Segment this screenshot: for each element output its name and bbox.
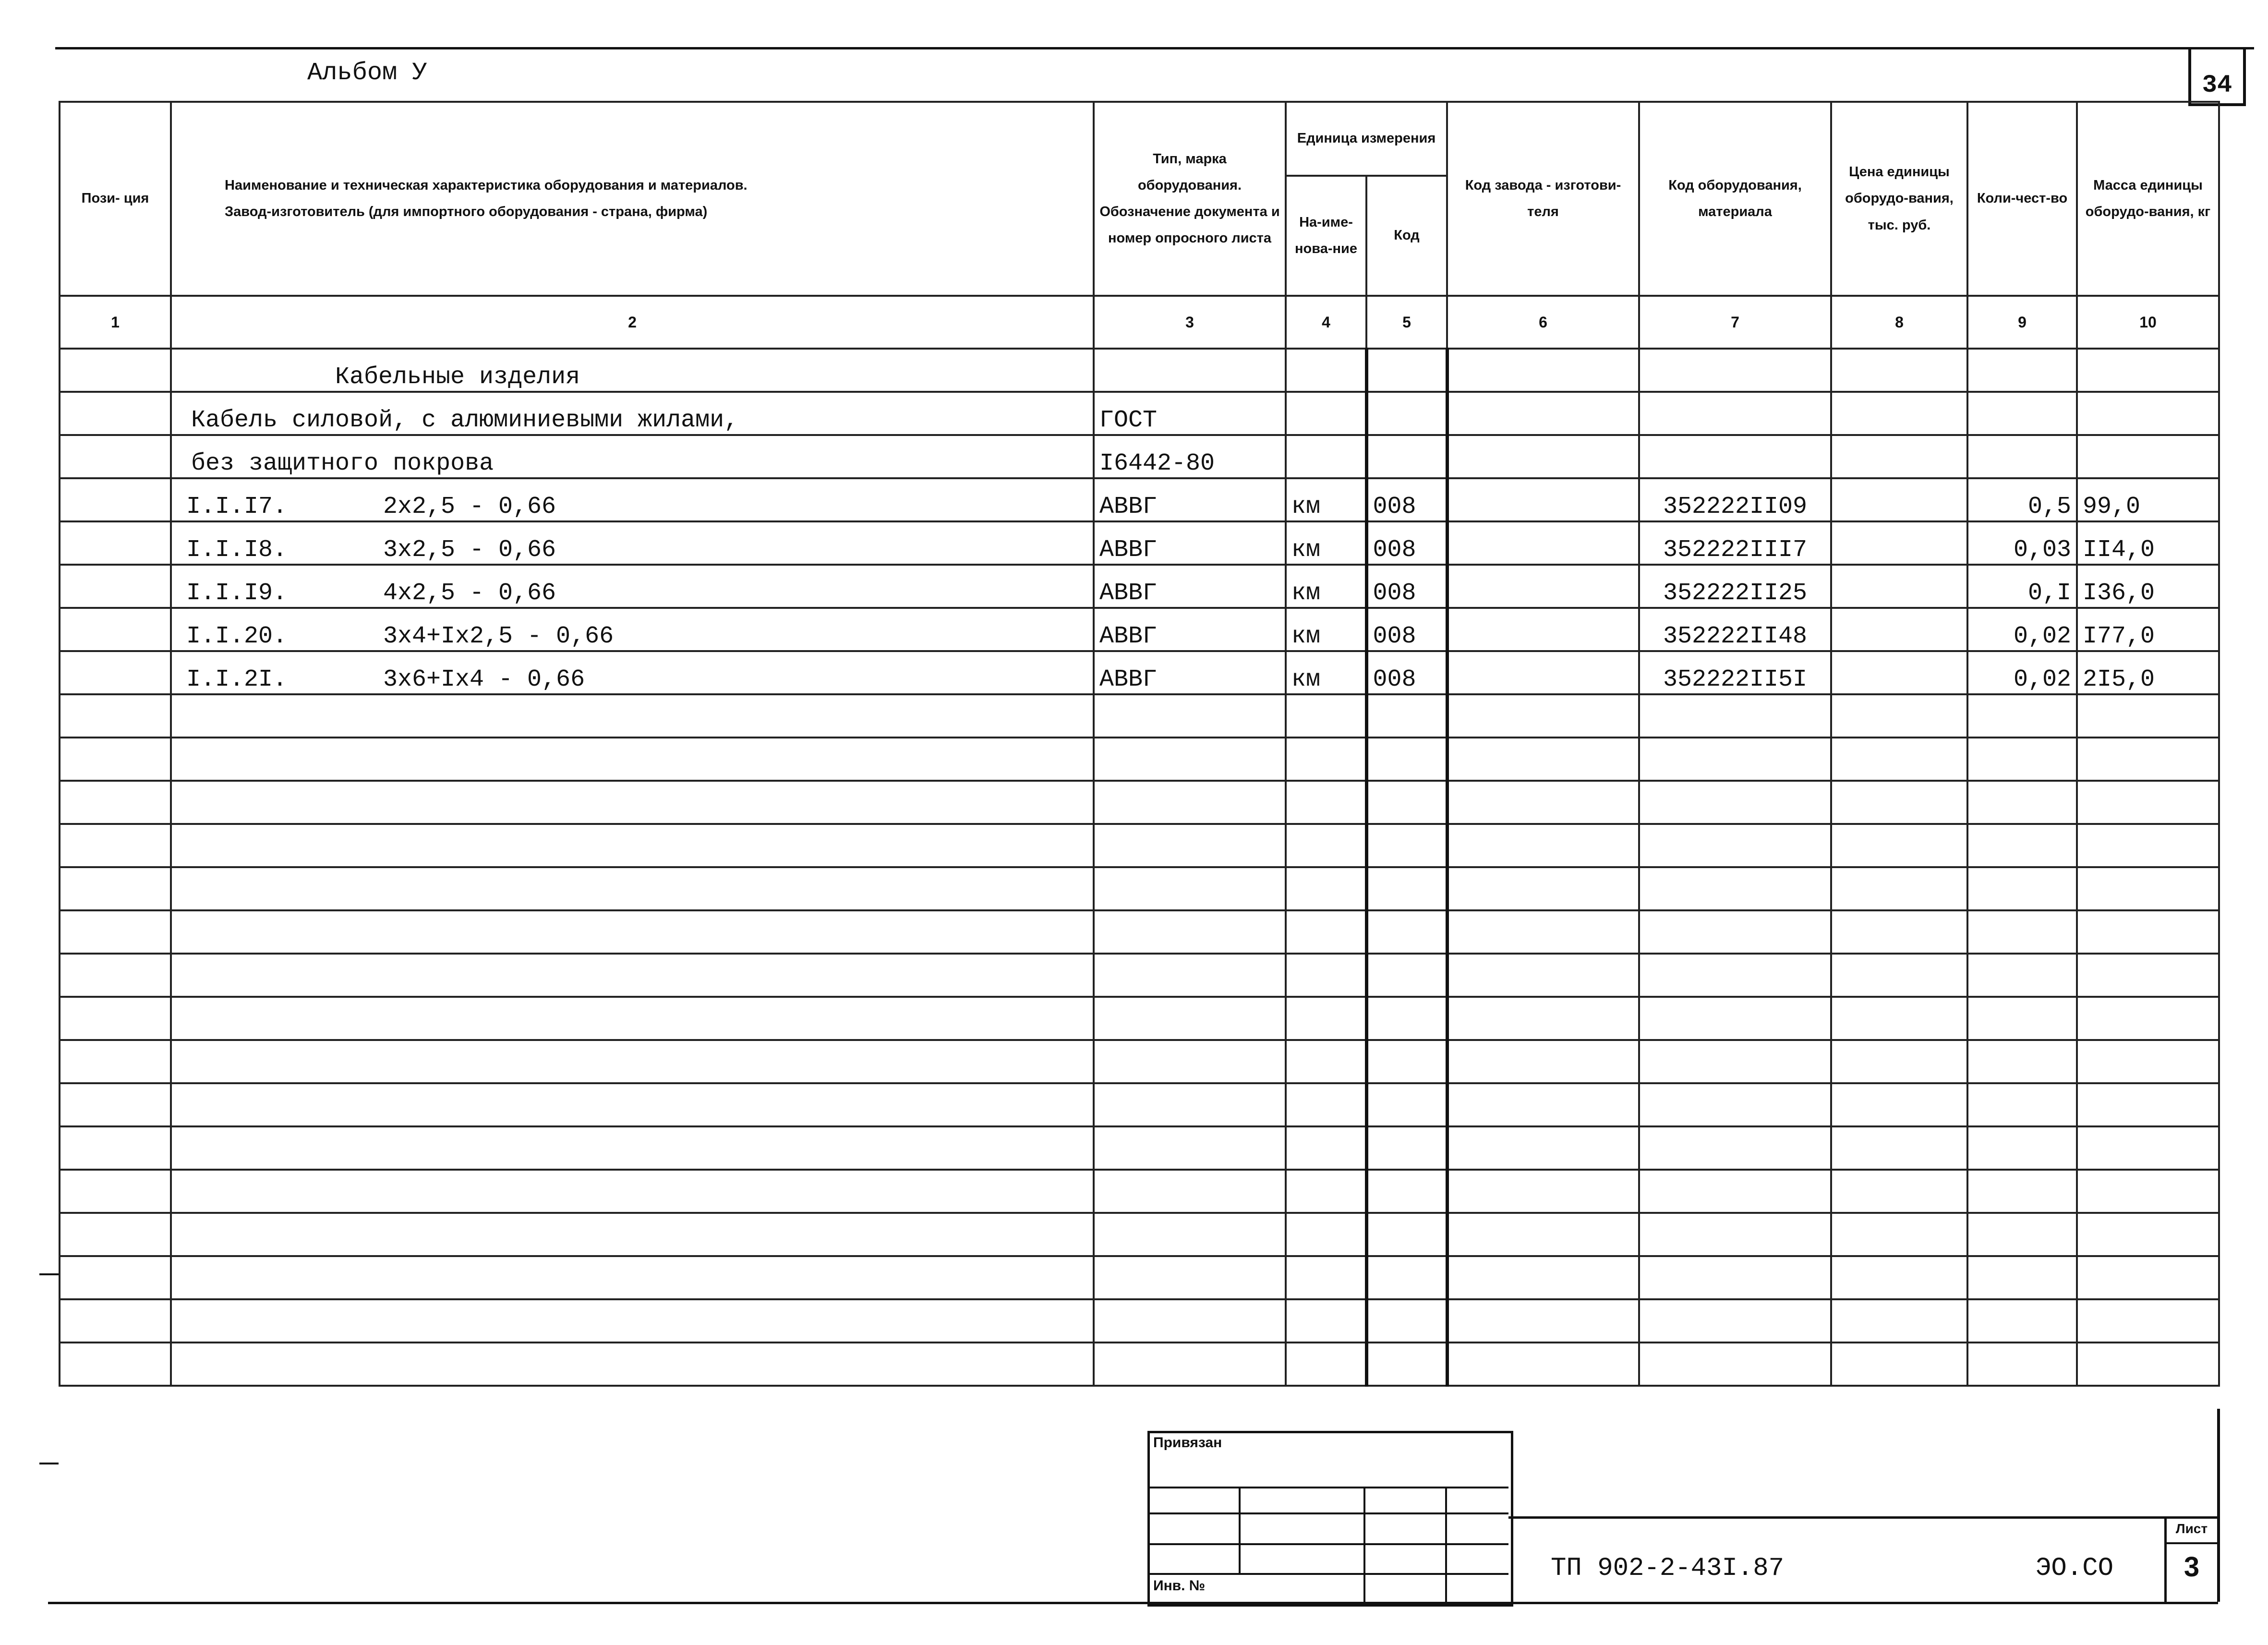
empty-row: [60, 1040, 2219, 1083]
row-code: 352222II09: [1639, 478, 1831, 521]
row-position-empty: [60, 478, 171, 521]
row-unit: км: [1286, 608, 1366, 651]
row-unit-code: 008: [1366, 565, 1447, 608]
row-position: I.I.I8.: [186, 536, 288, 564]
column-number: 2: [171, 296, 1094, 349]
header-row: [60, 102, 2219, 176]
row-type: АВВГ: [1094, 478, 1286, 521]
table-row: [60, 521, 2219, 565]
row-position-empty: [60, 521, 171, 565]
empty-row: [60, 910, 2219, 954]
row-position: I.I.2I.: [186, 666, 288, 693]
row-position: I.I.I7.: [186, 493, 288, 520]
col-header-equipment-code: Код оборудования, материала: [1639, 102, 1831, 296]
row-unit-code: 008: [1366, 651, 1447, 694]
row-type: АВВГ: [1094, 651, 1286, 694]
row-quantity: 0,I: [1967, 565, 2077, 608]
row-position: I.I.20.: [186, 623, 288, 650]
sheet-number: 3: [2184, 1551, 2200, 1583]
column-number: 1: [60, 296, 171, 349]
col-header-quantity: Коли-чест-во: [1967, 102, 2077, 296]
row-cable-size: 4х2,5 - 0,66: [383, 580, 556, 607]
row-unit: км: [1286, 478, 1366, 521]
row-cable-size: 3х4+Iх2,5 - 0,66: [383, 623, 614, 650]
row-type: АВВГ: [1094, 565, 1286, 608]
row-plant-code: [1447, 478, 1639, 521]
stamp-rule: [1147, 1487, 1508, 1488]
stamp-divider: [1239, 1487, 1241, 1573]
col-header-plant-code: Код завода - изготови-теля: [1447, 102, 1639, 296]
row-unit: км: [1286, 521, 1366, 565]
sheet-label: Лист: [2166, 1521, 2217, 1544]
column-number: 10: [2077, 296, 2219, 349]
table-row: [60, 565, 2219, 608]
column-number: 5: [1366, 296, 1447, 349]
row-price: [1831, 651, 1967, 694]
standard-line1: ГОСТ: [1094, 392, 1286, 435]
item-description-line1: Кабель силовой, с алюминиевыми жилами,: [171, 392, 1094, 435]
row-unit: км: [1286, 565, 1366, 608]
table-row: [60, 608, 2219, 651]
column-number-row: [60, 296, 2219, 349]
empty-row: [60, 1083, 2219, 1126]
col-header-mass: Масса единицы оборудо-вания, кг: [2077, 102, 2219, 296]
stamp-rule: [1147, 1573, 1508, 1575]
row-mass: I77,0: [2077, 608, 2219, 651]
empty-row: [60, 1256, 2219, 1299]
row-description: [171, 608, 1094, 651]
col-header-unit-name: На-име-нова-ние: [1286, 176, 1366, 296]
row-unit-code: 008: [1366, 608, 1447, 651]
specification-table: [59, 101, 2220, 1387]
frame-tick: [39, 1273, 59, 1275]
row-price: [1831, 608, 1967, 651]
empty-row: [60, 1213, 2219, 1256]
stamp-divider: [1363, 1487, 1365, 1602]
column-number: 7: [1639, 296, 1831, 349]
document-number: ТП 902-2-43I.87: [1551, 1554, 1785, 1583]
empty-row: [60, 867, 2219, 910]
col-header-type: Тип, марка оборудования. Обозначение документа и номер опросного листа: [1094, 102, 1286, 296]
row-mass: 2I5,0: [2077, 651, 2219, 694]
row-description: [171, 521, 1094, 565]
stamp-rule: [1147, 1512, 1508, 1514]
row-price: [1831, 521, 1967, 565]
empty-row: [60, 1126, 2219, 1170]
row-plant-code: [1447, 608, 1639, 651]
row-plant-code: [1447, 565, 1639, 608]
row-quantity: 0,03: [1967, 521, 2077, 565]
row-unit-code: 008: [1366, 478, 1447, 521]
column-number: 3: [1094, 296, 1286, 349]
row-type: АВВГ: [1094, 521, 1286, 565]
row-position-empty: [60, 608, 171, 651]
description-row: [60, 392, 2219, 435]
album-title: Альбом У: [307, 59, 427, 87]
empty-row: [60, 1299, 2219, 1343]
empty-row: [60, 824, 2219, 867]
table-row: [60, 651, 2219, 694]
col-header-unit-code: Код: [1366, 176, 1447, 296]
row-position-empty: [60, 565, 171, 608]
row-unit: км: [1286, 651, 1366, 694]
column-number: 6: [1447, 296, 1639, 349]
row-quantity: 0,5: [1967, 478, 2077, 521]
title-block-rule: [1508, 1516, 2217, 1519]
description-row: [60, 435, 2219, 478]
row-price: [1831, 565, 1967, 608]
table-row: [60, 478, 2219, 521]
row-position-empty: [60, 651, 171, 694]
row-plant-code: [1447, 521, 1639, 565]
row-code: 352222III7: [1639, 521, 1831, 565]
row-cable-size: 3х2,5 - 0,66: [383, 536, 556, 564]
row-plant-code: [1447, 651, 1639, 694]
column-number: 8: [1831, 296, 1967, 349]
row-position: I.I.I9.: [186, 580, 288, 607]
page-number: 34: [2188, 49, 2246, 106]
empty-row: [60, 738, 2219, 781]
bottom-frame-line: [48, 1602, 2218, 1604]
row-description: [171, 565, 1094, 608]
row-unit-code: 008: [1366, 521, 1447, 565]
row-quantity: 0,02: [1967, 608, 2077, 651]
item-description-line2: без защитного покрова: [171, 435, 1094, 478]
row-cable-size: 2х2,5 - 0,66: [383, 493, 556, 520]
row-quantity: 0,02: [1967, 651, 2077, 694]
row-type: АВВГ: [1094, 608, 1286, 651]
col-header-position: Пози- ция: [60, 102, 171, 296]
row-code: 352222II25: [1639, 565, 1831, 608]
section-title: Кабельные изделия: [171, 349, 1094, 392]
sheet-code: ЭО.СО: [2036, 1554, 2114, 1583]
row-mass: 99,0: [2077, 478, 2219, 521]
empty-row: [60, 781, 2219, 824]
empty-row: [60, 694, 2219, 738]
row-cable-size: 3х6+Iх4 - 0,66: [383, 666, 585, 693]
standard-line2: I6442-80: [1094, 435, 1286, 478]
col-header-unit: Единица измерения: [1286, 102, 1447, 176]
empty-row: [60, 997, 2219, 1040]
empty-row: [60, 1170, 2219, 1213]
column-number: 9: [1967, 296, 2077, 349]
top-frame-line: [55, 47, 2254, 49]
row-code: 352222II48: [1639, 608, 1831, 651]
row-description: [171, 651, 1094, 694]
row-code: 352222II5I: [1639, 651, 1831, 694]
empty-row: [60, 1343, 2219, 1386]
row-mass: I36,0: [2077, 565, 2219, 608]
stamp-inventory-label: Инв. №: [1153, 1578, 1206, 1594]
stamp-attached-label: Привязан: [1153, 1435, 1222, 1451]
column-number: 4: [1286, 296, 1366, 349]
stamp-rule: [1147, 1543, 1508, 1545]
stamp-divider: [1445, 1487, 1447, 1602]
col-header-name: Наименование и техническая характеристика оборудования и материалов. Завод-изготовитель (для импортного оборудования - страна, фирма): [171, 102, 1094, 296]
row-mass: II4,0: [2077, 521, 2219, 565]
section-title-row: [60, 349, 2219, 392]
col-header-price: Цена единицы оборудо-вания, тыс. руб.: [1831, 102, 1967, 296]
row-price: [1831, 478, 1967, 521]
frame-tick: [39, 1463, 59, 1464]
empty-row: [60, 954, 2219, 997]
row-description: [171, 478, 1094, 521]
